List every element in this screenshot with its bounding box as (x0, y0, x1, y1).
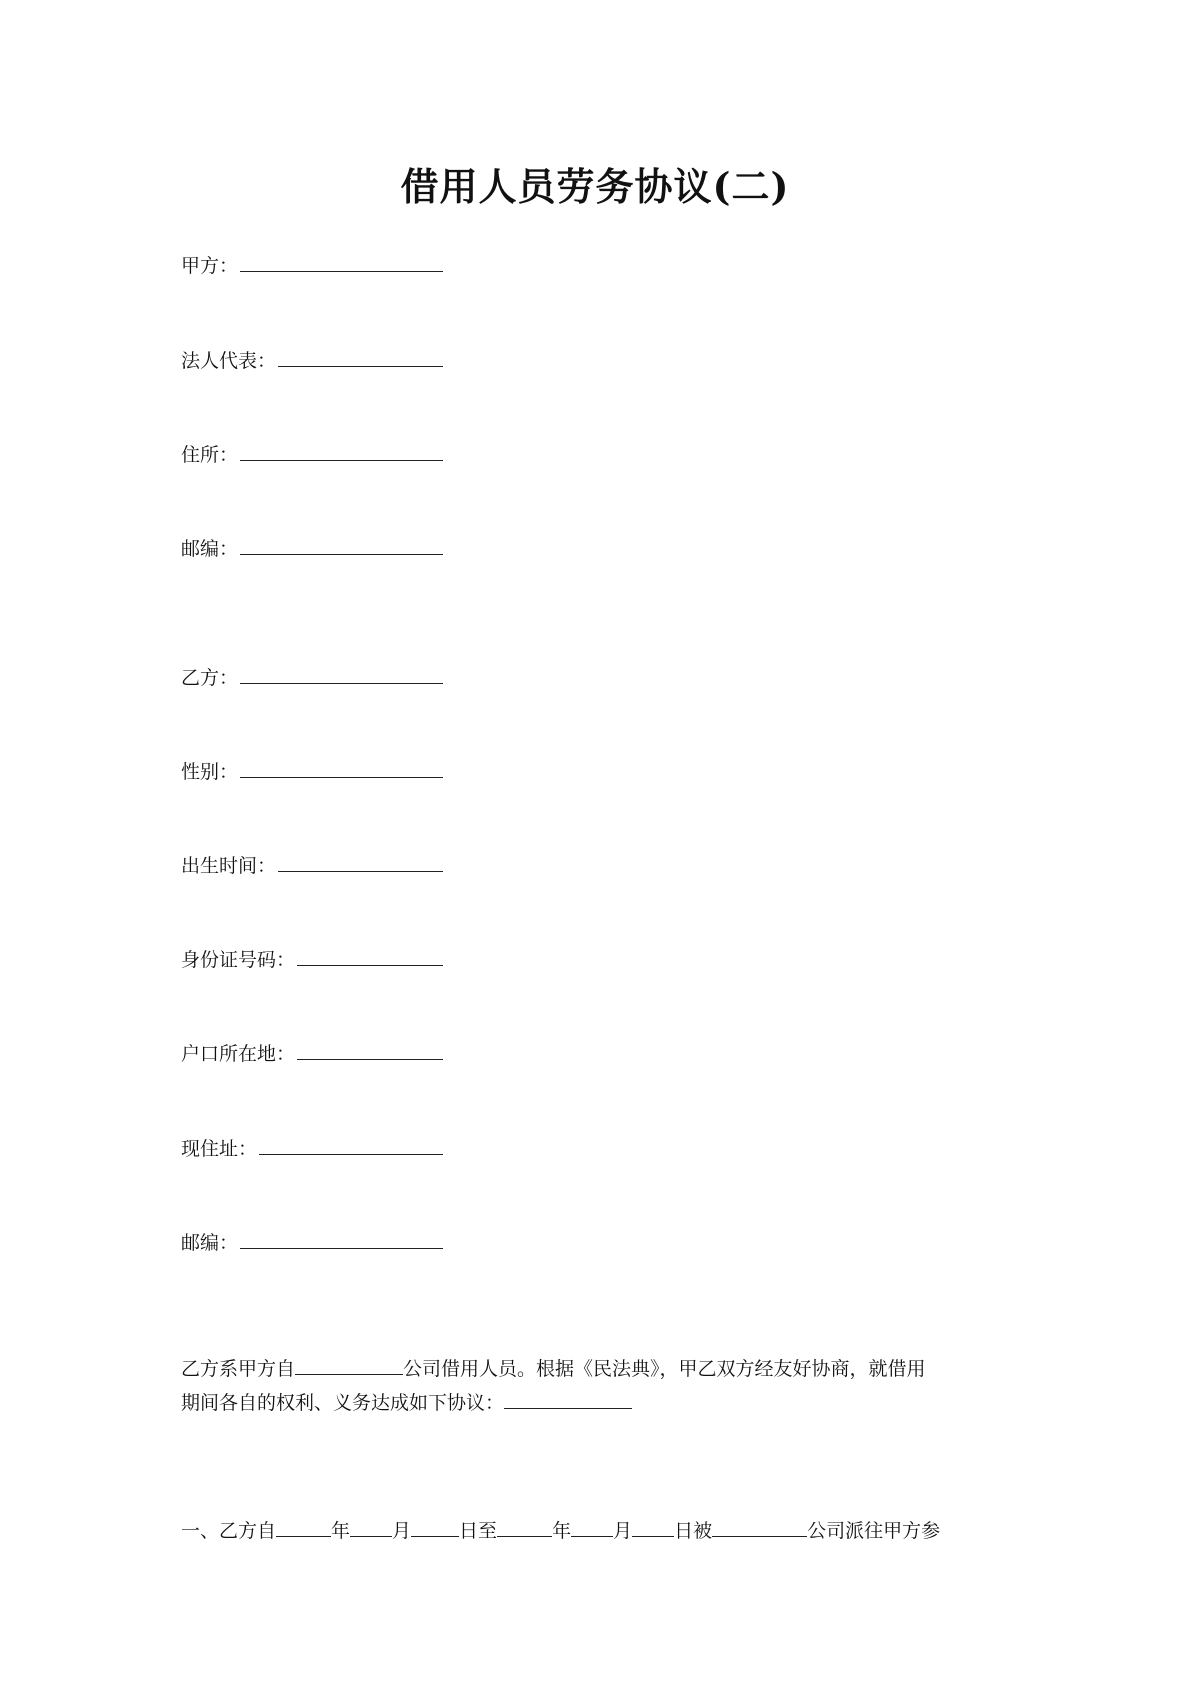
party-a-address-blank (240, 442, 443, 461)
party-a-postcode-label: 邮编： (181, 538, 239, 560)
party-b-hukou-blank (297, 1041, 443, 1060)
intro-text-1: 乙方系甲方自 (181, 1358, 296, 1380)
party-b-id-label: 身份证号码： (181, 949, 296, 971)
intro-line-1 (181, 1352, 1011, 1386)
party-a-name-label: 甲方： (181, 255, 239, 277)
clause-1 (181, 1514, 1011, 1548)
party-b-postcode-field (181, 1230, 443, 1256)
party-b-postcode-label: 邮编： (181, 1232, 239, 1254)
intro-text-2: 公司借用人员。根据《民法典》，甲乙双方经友好协商，就借用 (403, 1358, 926, 1380)
clause-1-text-3: 月 (392, 1520, 412, 1542)
intro-paragraph (181, 1352, 1011, 1420)
party-a-name-field (181, 253, 443, 279)
party-b-birth-label: 出生时间： (181, 855, 277, 877)
clause-1-text-7: 日被 (674, 1520, 713, 1542)
clause-1-text-6: 月 (613, 1520, 633, 1542)
clause-1-blank-company (712, 1518, 807, 1537)
party-a-rep-field (181, 348, 443, 374)
clause-1-blank-end-year (497, 1518, 552, 1537)
party-a-rep-blank (278, 348, 443, 367)
clause-1-text-8: 公司派往甲方参 (807, 1520, 941, 1542)
clause-1-blank-end-day (632, 1518, 674, 1537)
party-b-gender-blank (240, 759, 443, 778)
intro-line-2 (181, 1386, 1011, 1420)
party-b-residence-label: 现住址： (181, 1138, 258, 1160)
document-title: 借用人员劳务协议(二) (400, 164, 790, 209)
clause-1-text-1: 一、乙方自 (181, 1520, 277, 1542)
party-a-postcode-blank (240, 536, 443, 555)
intro-blank-company (295, 1356, 403, 1375)
party-a-rep-label: 法人代表： (181, 350, 277, 372)
party-b-name-blank (240, 665, 443, 684)
clause-1-blank-start-day (411, 1518, 459, 1537)
party-b-gender-label: 性别： (181, 761, 239, 783)
clause-1-text-5: 年 (552, 1520, 572, 1542)
party-b-birth-field (181, 853, 443, 879)
party-a-address-label: 住所： (181, 444, 239, 466)
clause-1-text-4: 日至 (459, 1520, 498, 1542)
party-b-postcode-blank (240, 1230, 443, 1249)
party-a-address-field (181, 442, 443, 468)
clause-1-text-2: 年 (331, 1520, 351, 1542)
party-b-name-field (181, 665, 443, 691)
party-b-hukou-field (181, 1041, 443, 1067)
party-a-name-blank (240, 253, 443, 272)
party-b-hukou-label: 户口所在地： (181, 1043, 296, 1065)
party-b-residence-blank (259, 1136, 443, 1155)
intro-blank-end (504, 1390, 632, 1409)
party-b-id-blank (297, 947, 443, 966)
party-b-gender-field (181, 759, 443, 785)
party-b-id-field (181, 947, 443, 973)
party-b-name-label: 乙方： (181, 667, 239, 689)
party-a-postcode-field (181, 536, 443, 562)
clause-1-blank-start-month (350, 1518, 392, 1537)
clause-1-blank-end-month (571, 1518, 613, 1537)
intro-text-3: 期间各自的权利、义务达成如下协议： (181, 1392, 505, 1414)
party-b-residence-field (181, 1136, 443, 1162)
party-b-birth-blank (278, 853, 443, 872)
clause-1-blank-start-year (276, 1518, 331, 1537)
